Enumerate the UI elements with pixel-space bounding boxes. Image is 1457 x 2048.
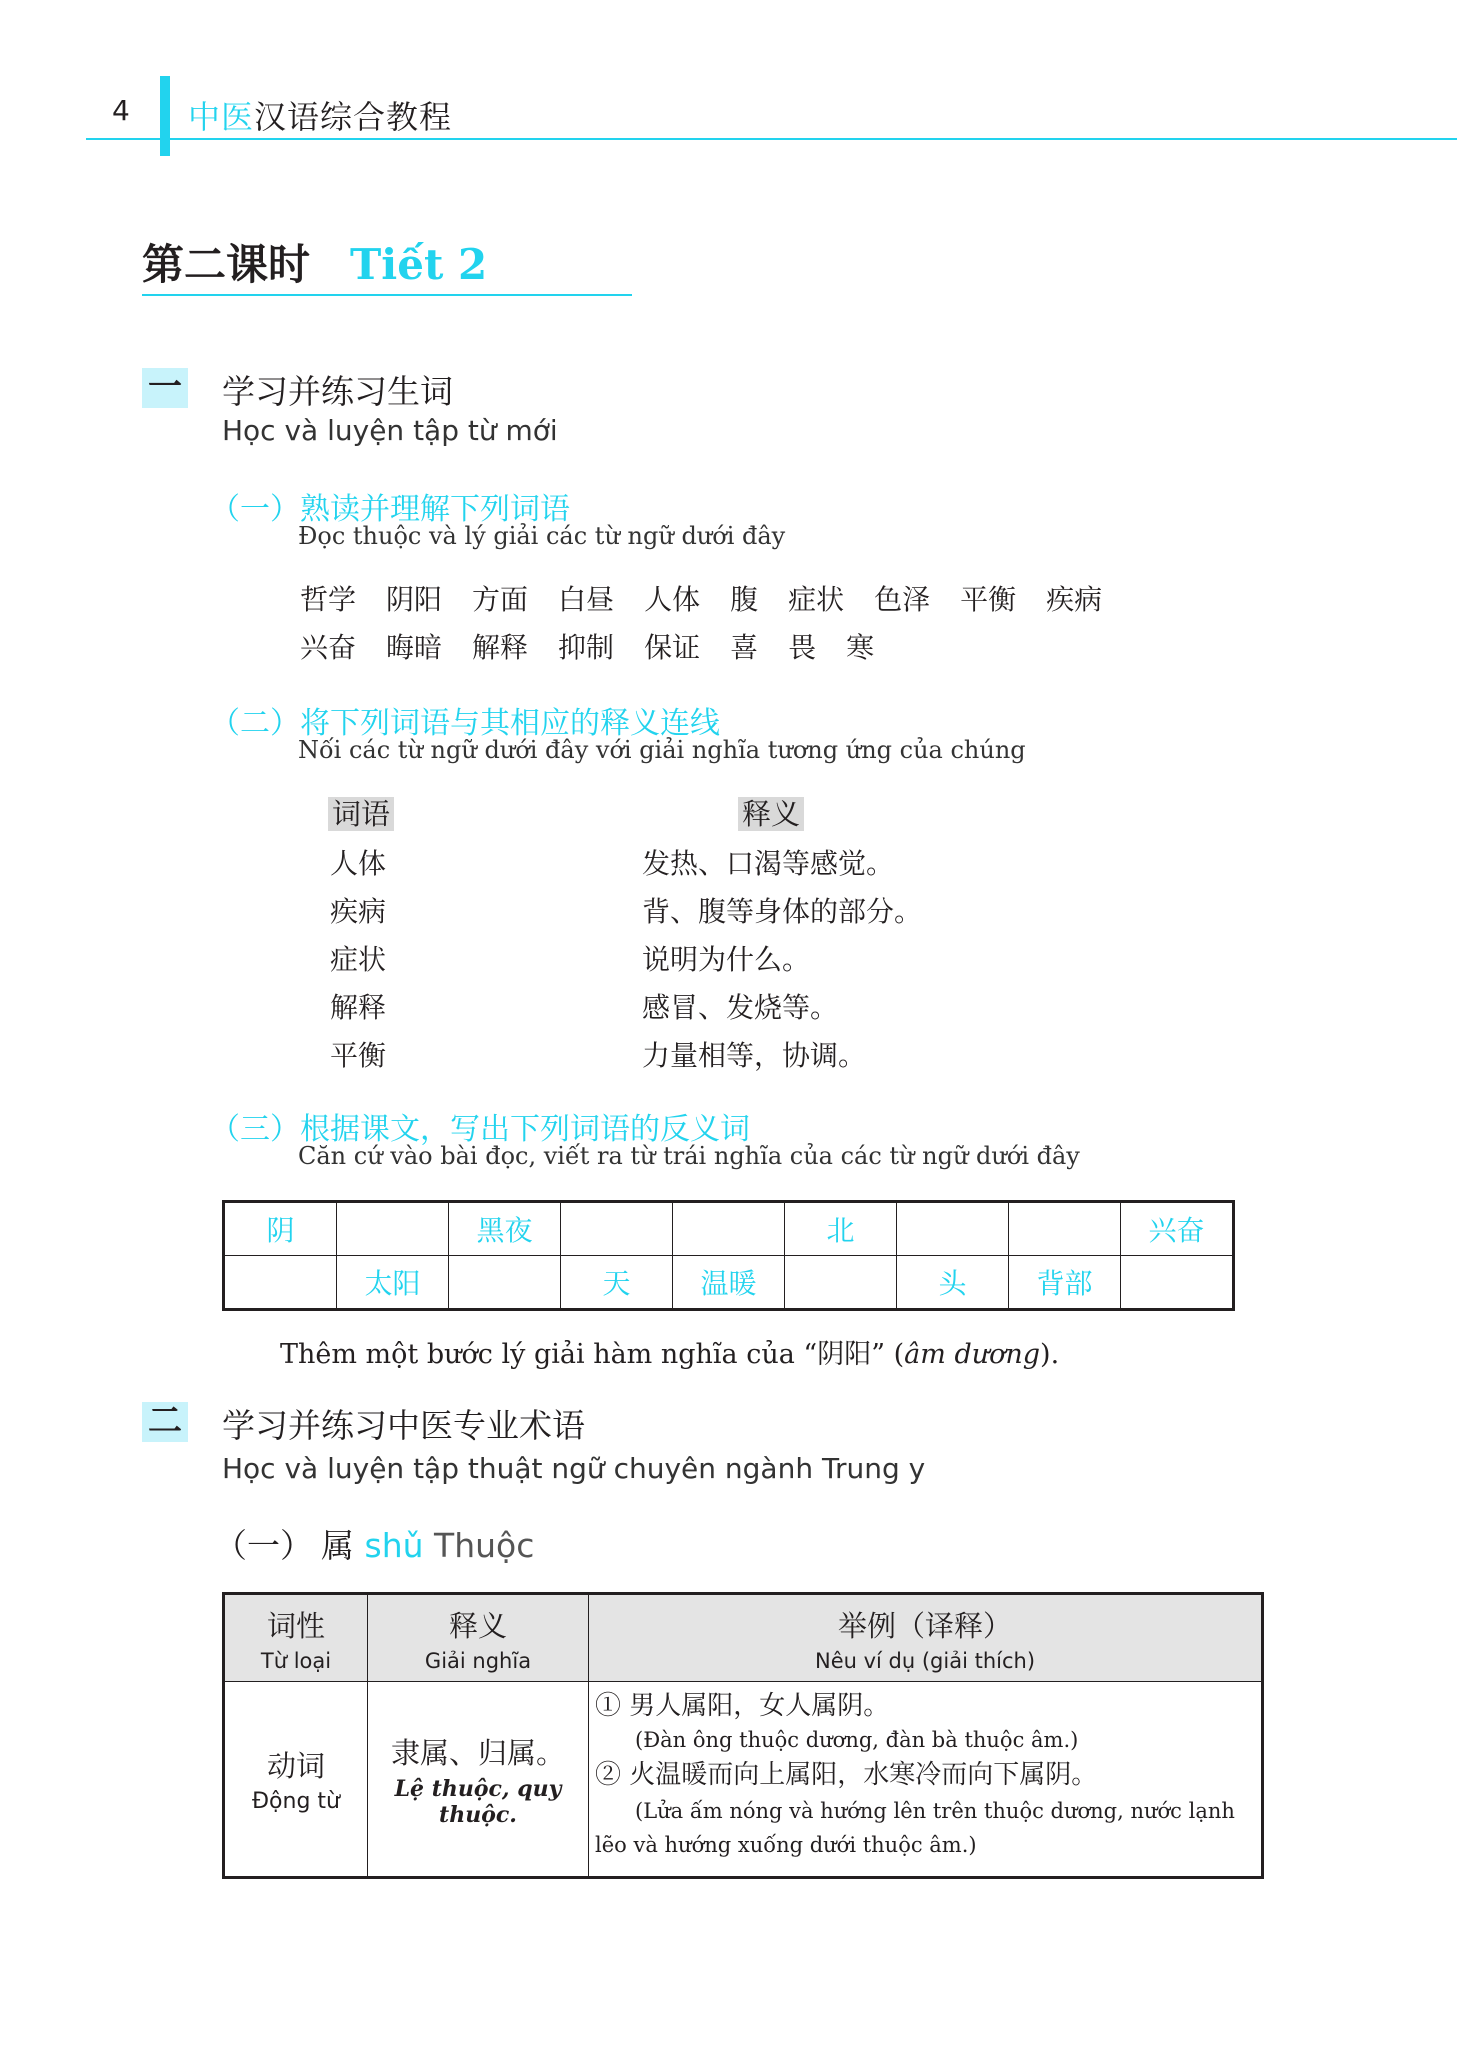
part2-label-vi: Nối các từ ngữ dưới đây với giải nghĩa tương ứng của chúng xyxy=(298,736,1026,764)
vocab-word: 平衡 xyxy=(960,583,1017,616)
antonym-row-2 xyxy=(224,1256,1234,1310)
match-col-words-header: 词语 xyxy=(328,792,394,833)
example-cell xyxy=(589,1682,1263,1878)
vocab-word: 喜 xyxy=(730,631,759,664)
term-table xyxy=(222,1592,1264,1879)
match-word: 症状 xyxy=(330,943,387,976)
vocab-word: 方面 xyxy=(472,583,529,616)
part1-label-cn: （一）熟读并理解下列词语 xyxy=(210,492,570,527)
antonym-cell: 天 xyxy=(561,1256,673,1310)
section1-marker: 一 xyxy=(142,368,188,408)
lesson-title xyxy=(142,232,487,292)
vocab-word: 色泽 xyxy=(874,583,931,616)
match-meaning: 发热、口渴等感觉。 xyxy=(642,847,895,880)
col-pos-header: 词性 Từ loại xyxy=(224,1594,368,1682)
vocab-word: 解释 xyxy=(472,631,529,664)
match-word: 平衡 xyxy=(330,1039,387,1072)
vocab-word: 白昼 xyxy=(558,583,615,616)
vocab-word: 阴阳 xyxy=(386,583,443,616)
antonym-row-1 xyxy=(224,1202,1234,1256)
book-title-highlight: 中医 xyxy=(188,98,255,136)
vocab-word: 哲学 xyxy=(300,583,357,616)
example-2-cn: ② 火温暖而向上属阳，水寒冷而向下属阴。 xyxy=(595,1760,1098,1790)
match-word: 人体 xyxy=(330,847,387,880)
vocab-row-2 xyxy=(300,626,904,666)
antonym-cell: 头 xyxy=(897,1256,1009,1310)
antonym-cell[interactable] xyxy=(561,1202,673,1256)
book-title-rest: 汉语综合教程 xyxy=(254,98,453,136)
vocab-word: 腹 xyxy=(730,583,759,616)
vocab-word: 抑制 xyxy=(558,631,615,664)
antonym-cell: 兴奋 xyxy=(1121,1202,1234,1256)
section2-title-cn: 学习并练习中医专业术语 xyxy=(222,1406,585,1445)
antonym-cell: 黑夜 xyxy=(449,1202,561,1256)
match-word: 疾病 xyxy=(330,895,387,928)
vocab-word: 人体 xyxy=(644,583,701,616)
header-accent-bar xyxy=(160,76,170,156)
match-word: 解释 xyxy=(330,991,387,1024)
col-example-header: 举例（译释） Nêu ví dụ (giải thích) xyxy=(589,1594,1263,1682)
antonym-table xyxy=(222,1200,1235,1311)
antonym-cell[interactable] xyxy=(897,1202,1009,1256)
match-meaning: 说明为什么。 xyxy=(642,943,811,976)
section1-title-vi: Học và luyện tập từ mới xyxy=(222,414,558,447)
antonym-cell[interactable] xyxy=(224,1256,337,1310)
antonym-cell: 太阳 xyxy=(337,1256,449,1310)
match-meaning: 感冒、发烧等。 xyxy=(642,991,839,1024)
antonym-cell[interactable] xyxy=(673,1202,785,1256)
vocab-word: 保证 xyxy=(644,631,701,664)
lesson-title-rule xyxy=(142,294,632,296)
antonym-cell: 温暖 xyxy=(673,1256,785,1310)
vocab-word: 晦暗 xyxy=(386,631,443,664)
page-number: 4 xyxy=(112,94,130,127)
term-heading: （一） 属 shǔ Thuộc xyxy=(214,1526,535,1565)
vocab-word: 寒 xyxy=(846,631,875,664)
antonym-cell[interactable] xyxy=(1121,1256,1234,1310)
section2-marker: 二 xyxy=(142,1402,188,1442)
header-rule xyxy=(86,138,1457,140)
book-title xyxy=(188,92,452,138)
antonym-cell: 北 xyxy=(785,1202,897,1256)
lesson-title-cn: 第二课时 xyxy=(142,240,311,289)
match-col-meanings-header: 释义 xyxy=(738,792,804,833)
vocab-word: 畏 xyxy=(788,631,817,664)
part3-label-cn: （三）根据课文，写出下列词语的反义词 xyxy=(210,1112,750,1147)
vocab-word: 疾病 xyxy=(1046,583,1103,616)
meaning-cell: 隶属、归属。 Lệ thuộc, quy thuộc. xyxy=(368,1682,589,1878)
match-meaning: 力量相等，协调。 xyxy=(642,1039,867,1072)
example-1-cn: ① 男人属阳，女人属阴。 xyxy=(595,1691,890,1721)
part3-label-vi: Căn cứ vào bài đọc, viết ra từ trái nghĩa của các từ ngữ dưới đây xyxy=(298,1142,1080,1170)
pos-cell: 动词 Động từ xyxy=(224,1682,368,1878)
table-row xyxy=(224,1682,1263,1878)
vocab-word: 兴奋 xyxy=(300,631,357,664)
example-1-vi: (Đàn ông thuộc dương, đàn bà thuộc âm.) xyxy=(635,1728,1079,1752)
match-meaning: 背、腹等身体的部分。 xyxy=(642,895,923,928)
section2-title-vi: Học và luyện tập thuật ngữ chuyên ngành Trung y xyxy=(222,1452,926,1485)
part2-label-cn: （二）将下列词语与其相应的释义连线 xyxy=(210,706,720,741)
antonym-cell[interactable] xyxy=(337,1202,449,1256)
vocab-row-1 xyxy=(300,578,1132,618)
section1-title-cn: 学习并练习生词 xyxy=(222,372,453,411)
example-2-vi: (Lửa ấm nóng và hướng lên trên thuộc dương, nước lạnh lẽo và hướng xuống dưới thuộc âm.) xyxy=(595,1799,1235,1857)
part1-label-vi: Đọc thuộc và lý giải các từ ngữ dưới đây xyxy=(298,522,786,550)
antonym-cell: 背部 xyxy=(1009,1256,1121,1310)
yinyang-note: Thêm một bước lý giải hàm nghĩa của “阴阳” (âm dương). xyxy=(280,1339,1060,1370)
antonym-cell: 阴 xyxy=(224,1202,337,1256)
col-meaning-header: 释义 Giải nghĩa xyxy=(368,1594,589,1682)
term-table-header xyxy=(224,1594,1263,1682)
vocab-word: 症状 xyxy=(788,583,845,616)
lesson-title-vi: Tiết 2 xyxy=(350,240,488,289)
antonym-cell[interactable] xyxy=(1009,1202,1121,1256)
antonym-cell[interactable] xyxy=(449,1256,561,1310)
antonym-cell[interactable] xyxy=(785,1256,897,1310)
